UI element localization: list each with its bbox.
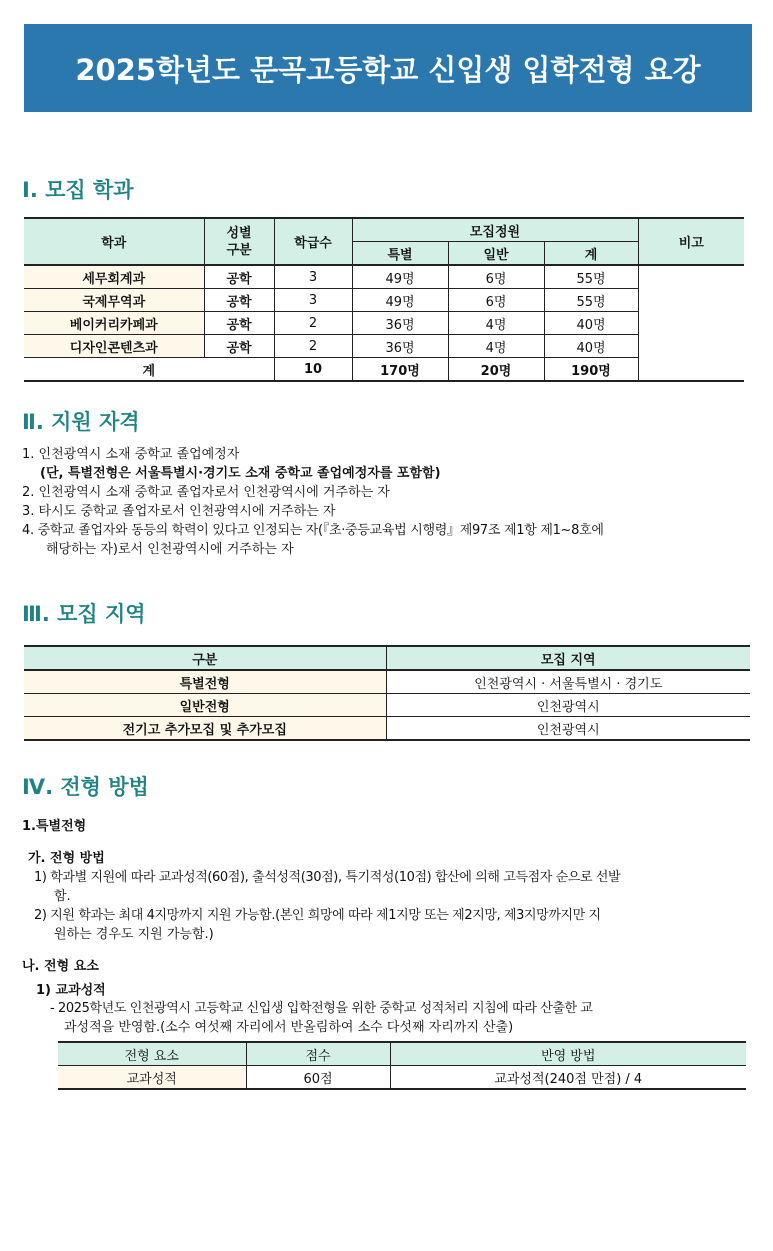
table-row: [24, 265, 744, 289]
section-1-heading: Ⅰ. 모집 학과: [22, 178, 134, 202]
header-score: 점수: [246, 1042, 390, 1066]
method-list: [34, 868, 750, 944]
header-special: 특별: [352, 242, 448, 266]
list-item: 1. 인천광역시 소재 중학교 졸업예정자: [22, 447, 240, 462]
eligibility-list: [22, 445, 762, 559]
table-row: [24, 312, 744, 335]
header-classes: 학급수: [274, 218, 352, 265]
header-region: 모집 지역: [386, 646, 750, 670]
header-gender: 성별 구분: [204, 218, 274, 265]
region: 인천광역시: [386, 694, 750, 717]
classes: 2: [274, 335, 352, 358]
classes: 2: [274, 312, 352, 335]
general: 6명: [448, 289, 544, 312]
header-quota: 모집정원: [352, 218, 638, 242]
dept-name: 디자인콘텐츠과: [24, 335, 204, 358]
table-row: [24, 335, 744, 358]
list-item-continued: 함.: [54, 889, 71, 904]
table-row: [24, 289, 744, 312]
grade-description: [50, 999, 750, 1037]
region-table: [24, 645, 750, 741]
list-item: 4. 중학교 졸업자와 동등의 학력이 있다고 인정되는 자(『초·중등교육법 시행령』제97조 제1항 제1~8호에: [22, 523, 604, 538]
table-row: [24, 694, 750, 717]
element: 교과성적: [58, 1066, 246, 1090]
total: 40명: [544, 312, 638, 335]
sum-general: 20명: [448, 358, 544, 382]
list-item: 3. 타시도 중학교 졸업자로서 인천광역시에 거주하는 자: [22, 504, 336, 519]
special: 49명: [352, 289, 448, 312]
total: 55명: [544, 265, 638, 289]
list-item-note: (단, 특별전형은 서울특별시·경기도 소재 중학교 졸업예정자를 포함함): [40, 466, 441, 481]
sum-row: [24, 358, 744, 382]
sum-special: 170명: [352, 358, 448, 382]
method: 교과성적(240점 만점) / 4: [390, 1066, 746, 1090]
sum-classes: 10: [274, 358, 352, 382]
gender: 공학: [204, 335, 274, 358]
list-item-continued: 원하는 경우도 지원 가능함.): [54, 927, 214, 942]
table-row: [58, 1066, 746, 1090]
total: 40명: [544, 335, 638, 358]
general: 4명: [448, 335, 544, 358]
note-cell: [638, 265, 744, 381]
header-category: 구분: [24, 646, 386, 670]
description-line: 과성적을 반영함.(소수 여섯째 자리에서 반올림하여 소수 다섯째 자리까지 산출): [64, 1020, 514, 1035]
special: 36명: [352, 335, 448, 358]
classes: 3: [274, 265, 352, 289]
method-title: 가. 전형 방법: [28, 851, 105, 866]
gender: 공학: [204, 312, 274, 335]
grade-title: 1) 교과성적: [36, 983, 106, 998]
dept-name: 국제무역과: [24, 289, 204, 312]
special: 49명: [352, 265, 448, 289]
category: 전기고 추가모집 및 추가모집: [24, 717, 386, 741]
header-general: 일반: [448, 242, 544, 266]
page-banner: [24, 24, 752, 112]
elements-title: 나. 전형 요소: [22, 959, 99, 974]
general: 6명: [448, 265, 544, 289]
list-item: 1) 학과별 지원에 따라 교과성적(60점), 출석성적(30점), 특기적성(10점) 합산에 의해 고득점자 순으로 선발: [34, 870, 621, 885]
category: 특별전형: [24, 670, 386, 694]
section-4-heading: Ⅳ. 전형 방법: [22, 775, 149, 799]
header-method: 반영 방법: [390, 1042, 746, 1066]
score: 60점: [246, 1066, 390, 1090]
region: 인천광역시 · 서울특별시 · 경기도: [386, 670, 750, 694]
special-admission-title: 1.특별전형: [22, 819, 87, 834]
header-dept: 학과: [24, 218, 204, 265]
dept-name: 세무회계과: [24, 265, 204, 289]
special: 36명: [352, 312, 448, 335]
category: 일반전형: [24, 694, 386, 717]
list-item: 2. 인천광역시 소재 중학교 졸업자로서 인천광역시에 거주하는 자: [22, 485, 390, 500]
header-total: 계: [544, 242, 638, 266]
total: 55명: [544, 289, 638, 312]
sum-label: 계: [24, 358, 274, 382]
header-element: 전형 요소: [58, 1042, 246, 1066]
table-row: [24, 670, 750, 694]
gender: 공학: [204, 289, 274, 312]
general: 4명: [448, 312, 544, 335]
department-table: [24, 217, 744, 382]
list-item-continued: 해당하는 자)로서 인천광역시에 거주하는 자: [46, 542, 294, 557]
header-note: 비고: [638, 218, 744, 265]
list-item: 2) 지원 학과는 최대 4지망까지 지원 가능함.(본인 희망에 따라 제1지망 또는 제2지망, 제3지망까지만 지: [34, 908, 601, 923]
score-table: [58, 1041, 746, 1090]
region: 인천광역시: [386, 717, 750, 741]
table-row: [24, 717, 750, 741]
dept-name: 베이커리카페과: [24, 312, 204, 335]
sum-total: 190명: [544, 358, 638, 382]
classes: 3: [274, 289, 352, 312]
section-2-heading: Ⅱ. 지원 자격: [22, 410, 140, 434]
banner-title: 2025학년도 문곡고등학교 신입생 입학전형 요강: [75, 52, 701, 87]
section-3-heading: Ⅲ. 모집 지역: [22, 602, 146, 626]
description-line: - 2025학년도 인천광역시 고등학교 신입생 입학전형을 위한 중학교 성적처리 지침에 따라 산출한 교: [50, 1001, 593, 1016]
gender: 공학: [204, 265, 274, 289]
